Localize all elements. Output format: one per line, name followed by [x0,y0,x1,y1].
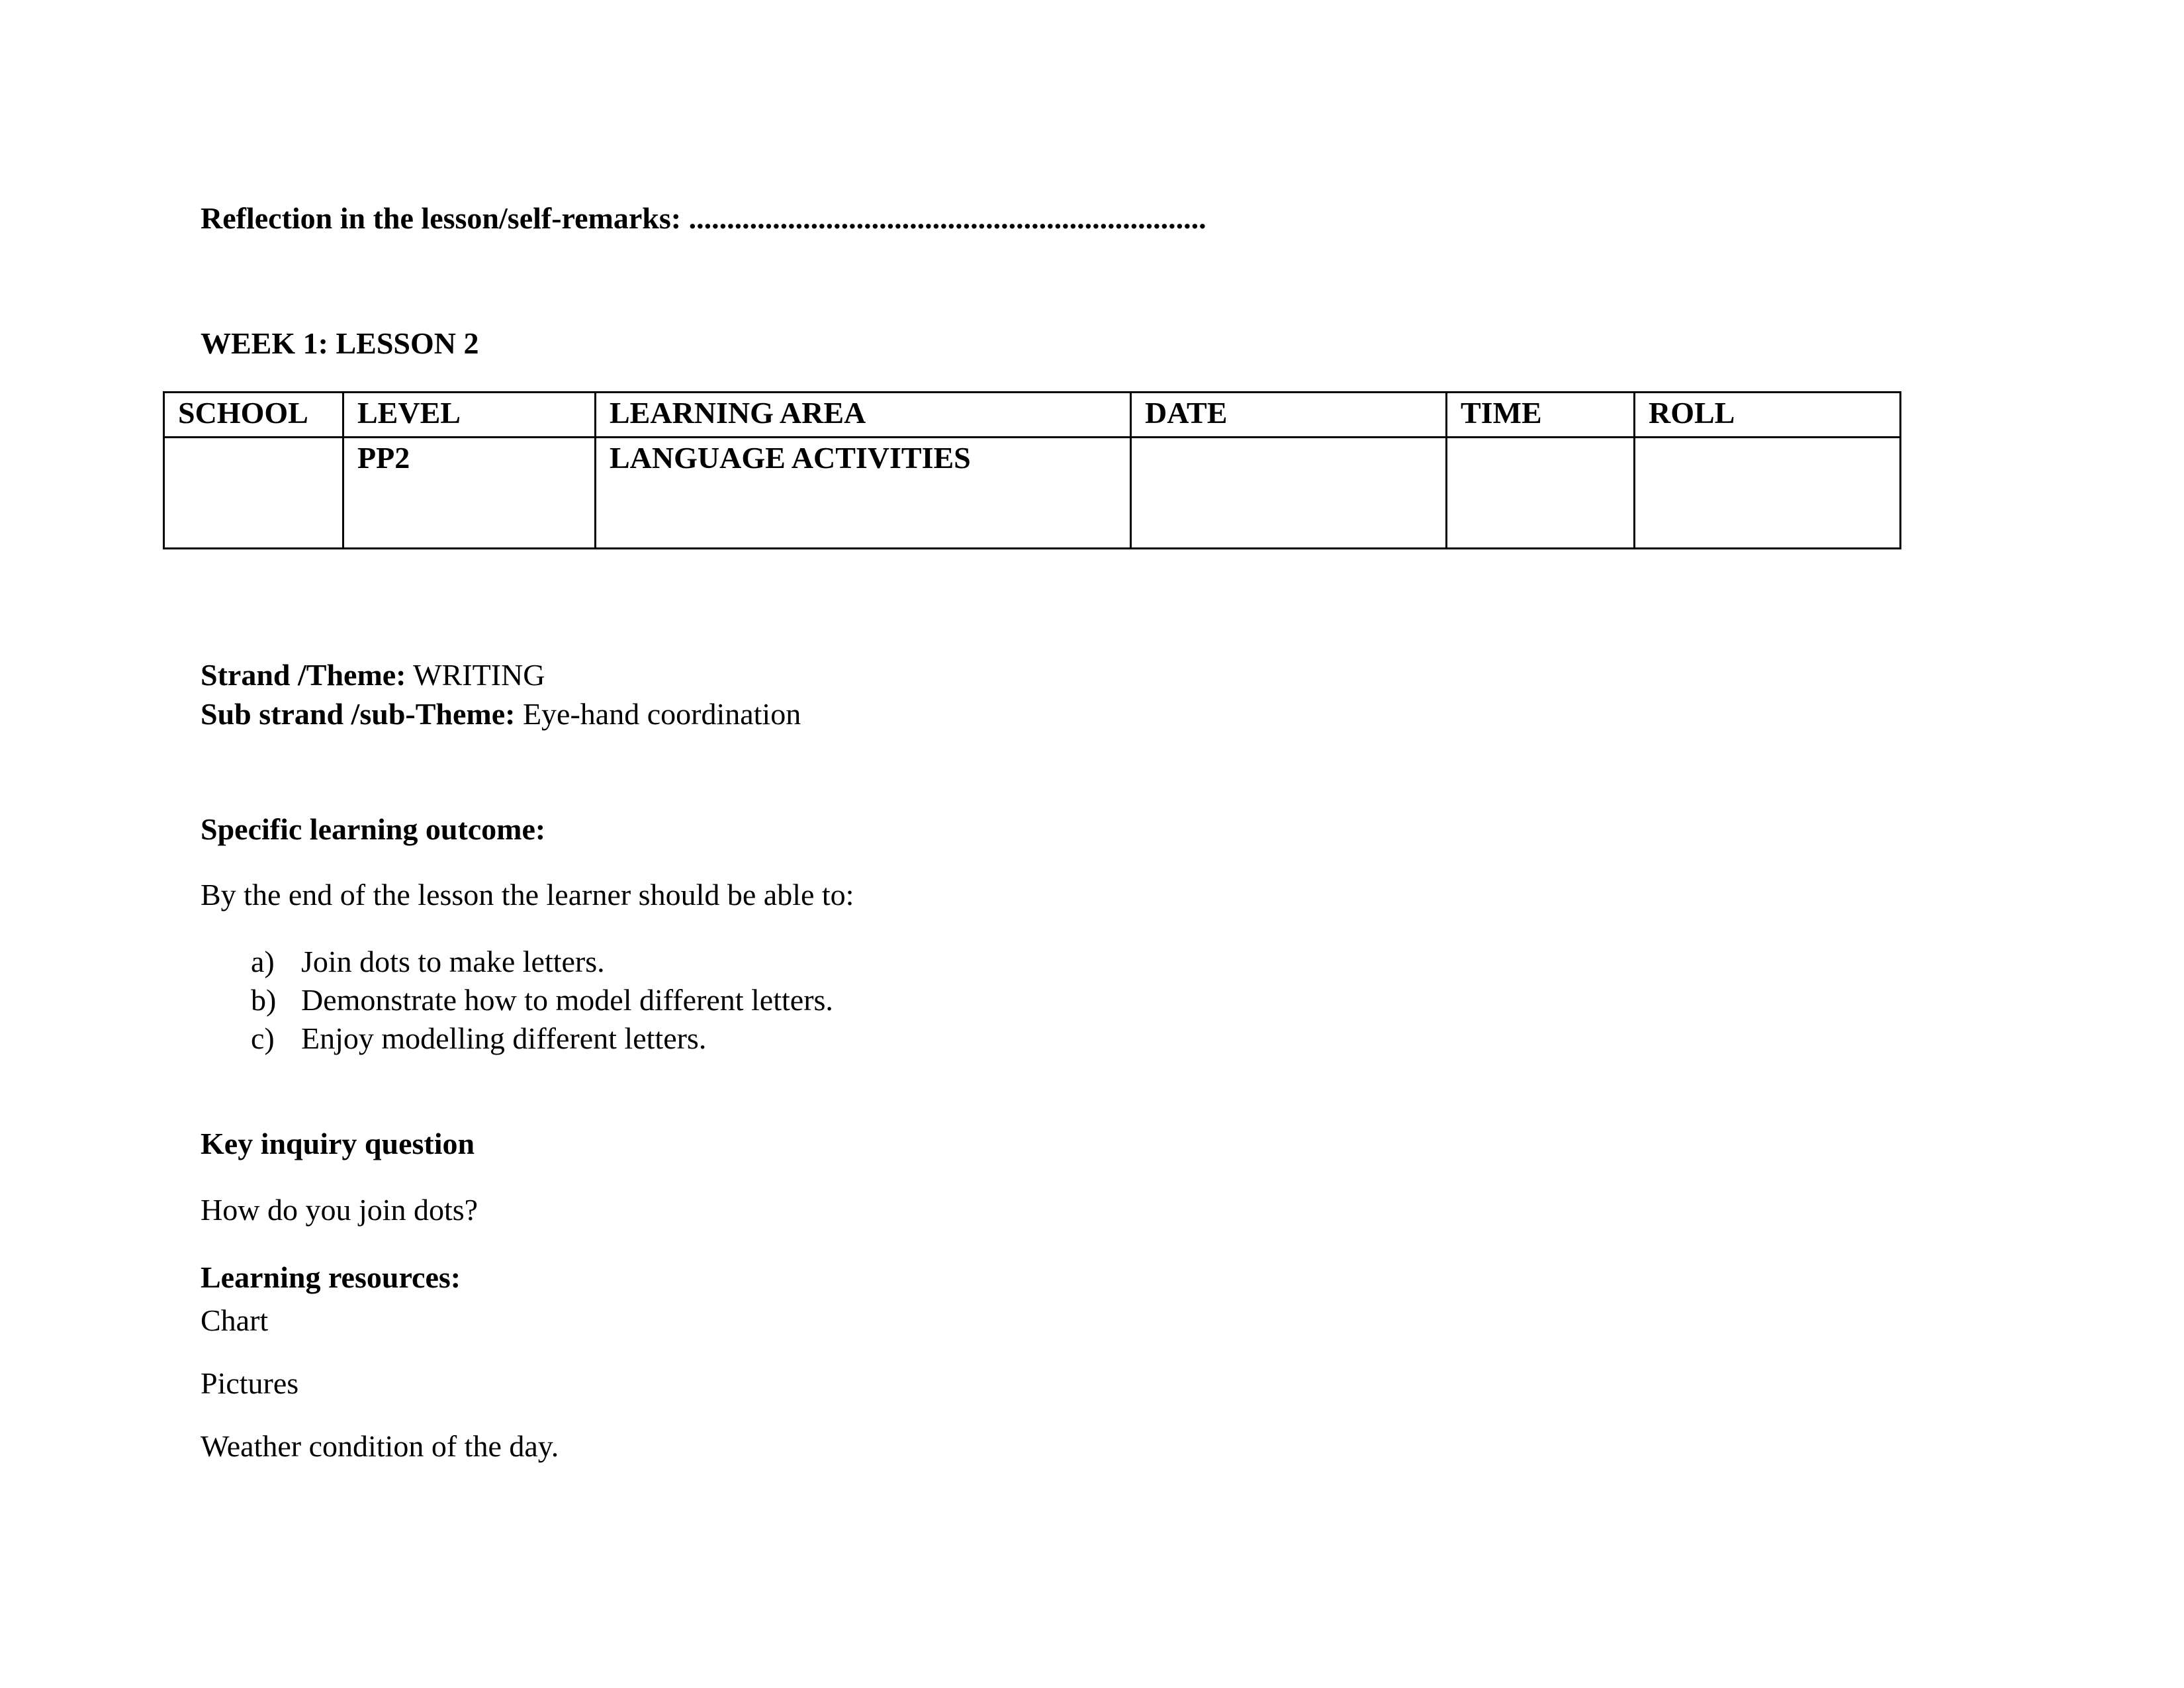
reflection-line [201,200,1206,237]
list-marker: a) [251,945,275,978]
list-text: Demonstrate how to model different letters. [301,983,833,1017]
inquiry-heading: Key inquiry question [201,1127,475,1160]
resource-item: Chart [201,1303,269,1337]
header-date: DATE [1131,393,1447,438]
cell-date [1131,438,1447,549]
cell-roll [1635,438,1901,549]
lesson-info-table [163,391,1901,549]
header-level: LEVEL [343,393,596,438]
table-row [164,438,1901,549]
outcome-heading: Specific learning outcome: [201,812,546,846]
list-marker: c) [251,1021,275,1055]
cell-learning-area: LANGUAGE ACTIVITIES [596,438,1131,549]
strand-value: WRITING [413,658,545,692]
header-roll: ROLL [1635,393,1901,438]
header-learning-area: LEARNING AREA [596,393,1131,438]
cell-school [164,438,343,549]
strand-line [201,657,545,694]
resource-item: Weather condition of the day. [201,1429,559,1463]
sub-strand-label: Sub strand /sub-Theme: [201,697,516,731]
reflection-dots: .................................................................... [688,201,1206,235]
header-time: TIME [1447,393,1635,438]
cell-level: PP2 [343,438,596,549]
list-marker: b) [251,983,277,1017]
inquiry-question: How do you join dots? [201,1193,478,1227]
list-text: Join dots to make letters. [301,945,605,978]
outcome-intro: By the end of the lesson the learner should be able to: [201,878,854,912]
resources-heading: Learning resources: [201,1260,461,1294]
header-school: SCHOOL [164,393,343,438]
cell-time [1447,438,1635,549]
table-header-row [164,393,1901,438]
sub-strand-line [201,696,801,733]
list-text: Enjoy modelling different letters. [301,1021,707,1055]
sub-strand-value: Eye-hand coordination [522,697,801,731]
strand-label: Strand /Theme: [201,658,406,692]
reflection-label: Reflection in the lesson/self-remarks: [201,201,682,235]
resource-item: Pictures [201,1366,299,1400]
week-title: WEEK 1: LESSON 2 [201,326,479,360]
